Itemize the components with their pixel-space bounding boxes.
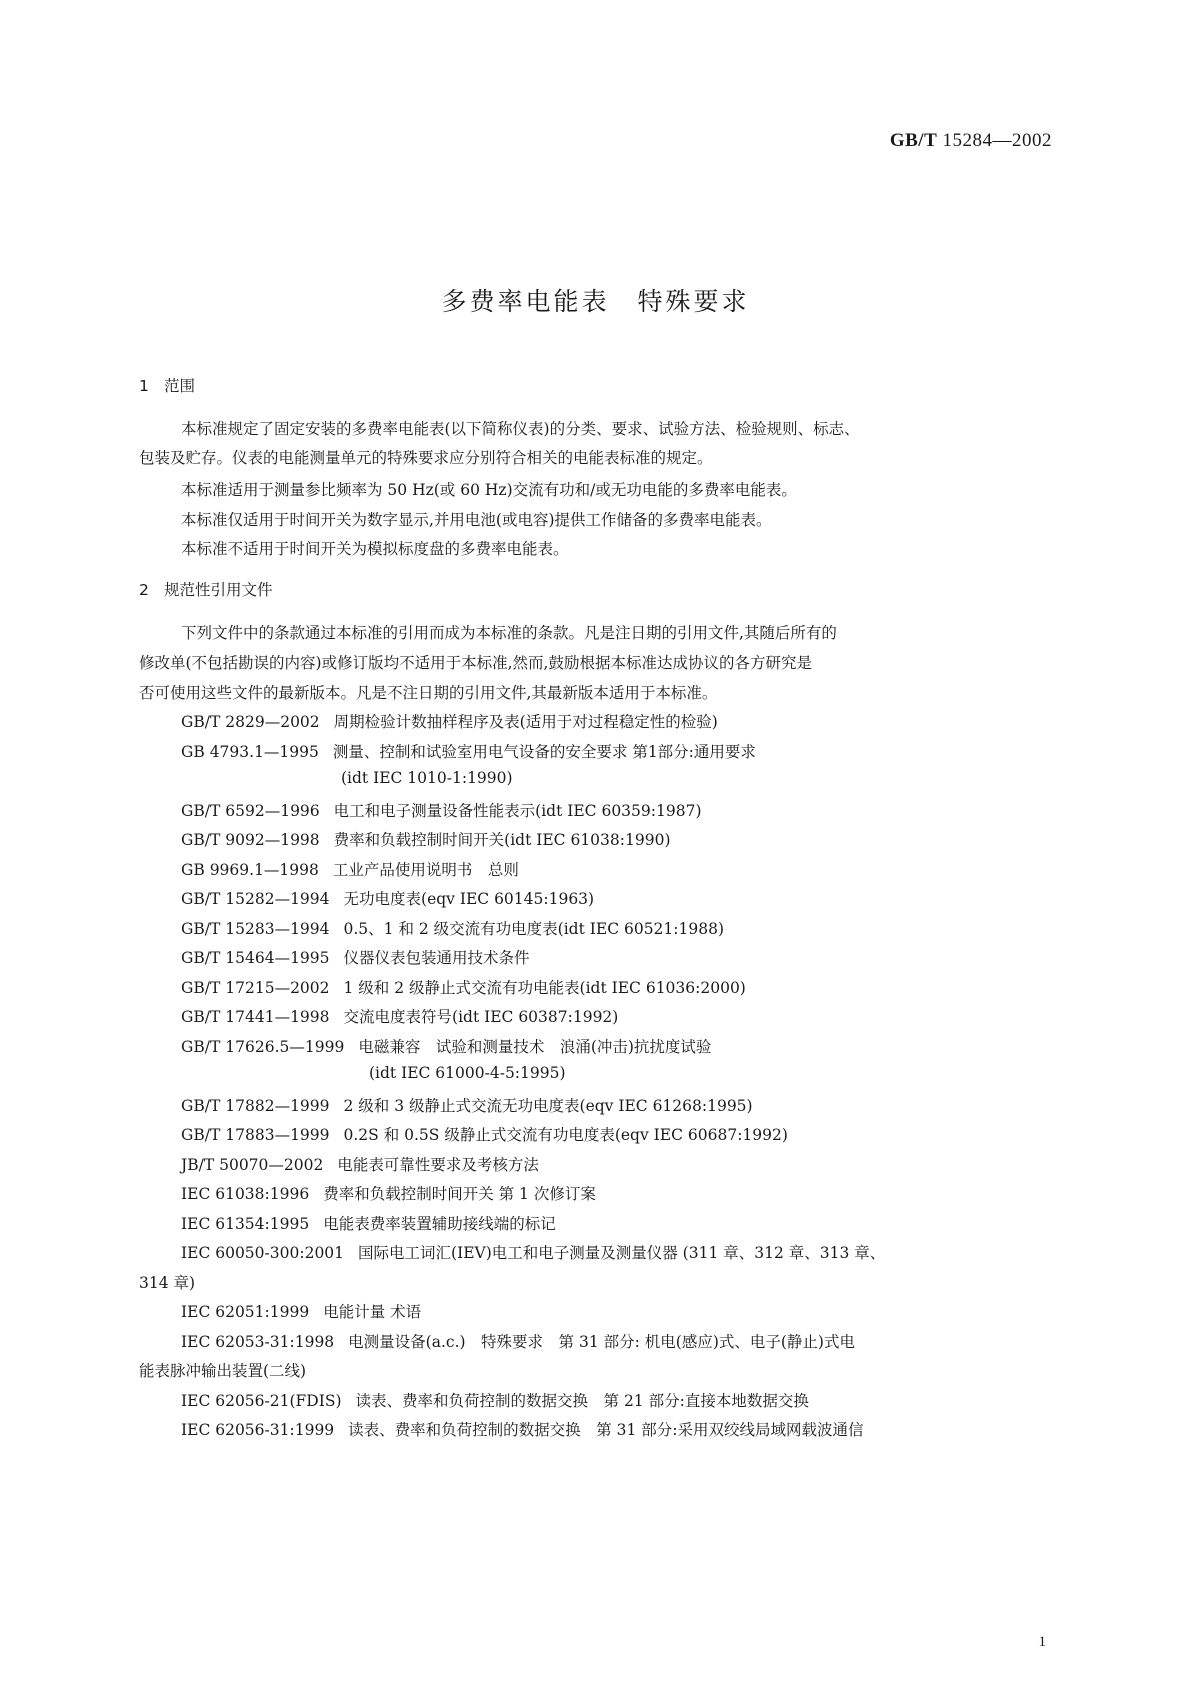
reference-code: GB 9969.1—1998 — [181, 861, 319, 879]
reference-code: GB/T 15283—1994 — [181, 920, 330, 938]
reference-title: 1 级和 2 级静止式交流有功电能表(idt IEC 61036:2000) — [343, 979, 746, 997]
paragraph-line: 包装及贮存。仪表的电能测量单元的特殊要求应分别符合相关的电能表标准的规定。 — [139, 449, 713, 467]
paragraph-line: 否可使用这些文件的最新版本。凡是不注日期的引用文件,其最新版本适用于本标准。 — [139, 684, 718, 702]
paragraph-line: 本标准规定了固定安装的多费率电能表(以下简称仪表)的分类、要求、试验方法、检验规则、标志、 — [181, 420, 860, 438]
reference-title: 电测量设备(a.c.) 特殊要求 第 31 部分: 机电(感应)式、电子(静止)式电 — [348, 1333, 855, 1351]
reference-code: GB/T 2829—2002 — [181, 713, 320, 731]
reference-code: JB/T 50070—2002 — [181, 1156, 324, 1174]
reference-code: GB/T 17882—1999 — [181, 1097, 330, 1115]
reference-item — [181, 1212, 556, 1234]
reference-code: IEC 60050-300:2001 — [181, 1244, 345, 1262]
reference-item — [181, 887, 594, 909]
reference-item — [181, 1182, 596, 1204]
document-title: 多费率电能表 特殊要求 — [441, 287, 750, 316]
reference-item — [181, 1241, 885, 1263]
reference-item — [181, 710, 718, 732]
reference-code: IEC 62053-31:1998 — [181, 1333, 335, 1351]
section-title: 范围 — [164, 377, 196, 395]
reference-title: 费率和负载控制时间开关(idt IEC 61038:1990) — [333, 831, 671, 849]
reference-title: 周期检验计数抽样程序及表(适用于对过程稳定性的检验) — [333, 713, 718, 731]
reference-code: GB/T 15282—1994 — [181, 890, 330, 908]
reference-continuation — [341, 769, 513, 787]
reference-title: 仪器仪表包装通用技术条件 — [343, 949, 530, 967]
reference-item — [181, 828, 671, 850]
paragraph-line: 修改单(不包括勘误的内容)或修订版均不适用于本标准,然而,鼓励根据本标准达成协议的各方研究是 — [139, 654, 812, 672]
reference-item — [181, 946, 530, 968]
reference-code: GB/T 6592—1996 — [181, 802, 320, 820]
reference-title: 电能表费率装置辅助接线端的标记 — [323, 1215, 556, 1233]
section-1-heading — [139, 374, 195, 396]
reference-code: GB/T 15464—1995 — [181, 949, 330, 967]
reference-code: IEC 62056-31:1999 — [181, 1421, 335, 1439]
reference-code: IEC 62051:1999 — [181, 1303, 310, 1321]
page-number: 1 — [1038, 1634, 1046, 1650]
reference-item — [181, 1005, 618, 1027]
reference-title: (idt IEC 1010-1:1990) — [341, 769, 513, 787]
section-title: 规范性引用文件 — [164, 581, 273, 599]
paragraph-line: 本标准不适用于时间开关为模拟标度盘的多费率电能表。 — [181, 540, 569, 558]
reference-code: GB/T 17215—2002 — [181, 979, 330, 997]
reference-title: 0.2S 和 0.5S 级静止式交流有功电度表(eqv IEC 60687:1992) — [343, 1126, 788, 1144]
reference-title: 测量、控制和试验室用电气设备的安全要求 第1部分:通用要求 — [332, 743, 756, 761]
reference-title: 读表、费率和负荷控制的数据交换 第 21 部分:直接本地数据交换 — [355, 1392, 809, 1410]
reference-title: 电能表可靠性要求及考核方法 — [337, 1156, 539, 1174]
reference-code: GB/T 17626.5—1999 — [181, 1038, 345, 1056]
reference-item — [181, 1123, 788, 1145]
reference-item — [181, 1035, 711, 1057]
standard-code: 15284—2002 — [937, 130, 1052, 151]
reference-title: 无功电度表(eqv IEC 60145:1963) — [343, 890, 595, 908]
reference-continuation — [369, 1064, 566, 1082]
reference-continuation — [139, 1271, 195, 1293]
reference-item — [181, 1300, 421, 1322]
reference-code: IEC 61038:1996 — [181, 1185, 310, 1203]
reference-item — [181, 1094, 753, 1116]
reference-item — [181, 1418, 863, 1440]
paragraph-line: 本标准适用于测量参比频率为 50 Hz(或 60 Hz)交流有功和/或无功电能的多费率电能表。 — [181, 481, 797, 499]
reference-title: 2 级和 3 级静止式交流无功电度表(eqv IEC 61268:1995) — [343, 1097, 753, 1115]
standard-prefix: GB/T — [889, 130, 938, 151]
reference-code: GB/T 17441—1998 — [181, 1008, 330, 1026]
reference-item — [181, 740, 756, 762]
reference-title: 电能计量 术语 — [323, 1303, 422, 1321]
reference-title: 电磁兼容 试验和测量技术 浪涌(冲击)抗扰度试验 — [358, 1038, 712, 1056]
paragraph-line: 下列文件中的条款通过本标准的引用而成为本标准的条款。凡是注日期的引用文件,其随后所有的 — [181, 624, 837, 642]
reference-title: 国际电工词汇(IEV)电工和电子测量及测量仪器 (311 章、312 章、313 章、 — [358, 1244, 886, 1262]
reference-title: 能表脉冲输出装置(二线) — [139, 1362, 307, 1380]
reference-item — [181, 1330, 855, 1352]
reference-item — [181, 1153, 539, 1175]
reference-item — [181, 976, 746, 998]
reference-title: 工业产品使用说明书 总则 — [332, 861, 519, 879]
reference-item — [181, 799, 702, 821]
paragraph-line: 本标准仅适用于时间开关为数字显示,并用电池(或电容)提供工作储备的多费率电能表。 — [181, 511, 772, 529]
standard-number — [890, 130, 1052, 152]
reference-title: 费率和负载控制时间开关 第 1 次修订案 — [323, 1185, 596, 1203]
reference-title: 0.5、1 和 2 级交流有功电度表(idt IEC 60521:1988) — [343, 920, 725, 938]
reference-item — [181, 858, 519, 880]
reference-code: GB/T 9092—1998 — [181, 831, 320, 849]
reference-continuation — [139, 1359, 306, 1381]
reference-title: 电工和电子测量设备性能表示(idt IEC 60359:1987) — [333, 802, 702, 820]
section-number: 2 — [139, 581, 149, 599]
section-2-heading — [139, 578, 273, 600]
reference-title: 交流电度表符号(idt IEC 60387:1992) — [343, 1008, 619, 1026]
reference-code: GB 4793.1—1995 — [181, 743, 319, 761]
reference-item — [181, 1389, 809, 1411]
reference-title: (idt IEC 61000-4-5:1995) — [369, 1064, 566, 1082]
reference-code: GB/T 17883—1999 — [181, 1126, 330, 1144]
reference-title: 314 章) — [139, 1274, 196, 1292]
reference-item — [181, 917, 724, 939]
reference-title: 读表、费率和负荷控制的数据交换 第 31 部分:采用双绞线局域网载波通信 — [348, 1421, 864, 1439]
reference-code: IEC 62056-21(FDIS) — [181, 1392, 342, 1410]
section-number: 1 — [139, 377, 149, 395]
reference-code: IEC 61354:1995 — [181, 1215, 310, 1233]
